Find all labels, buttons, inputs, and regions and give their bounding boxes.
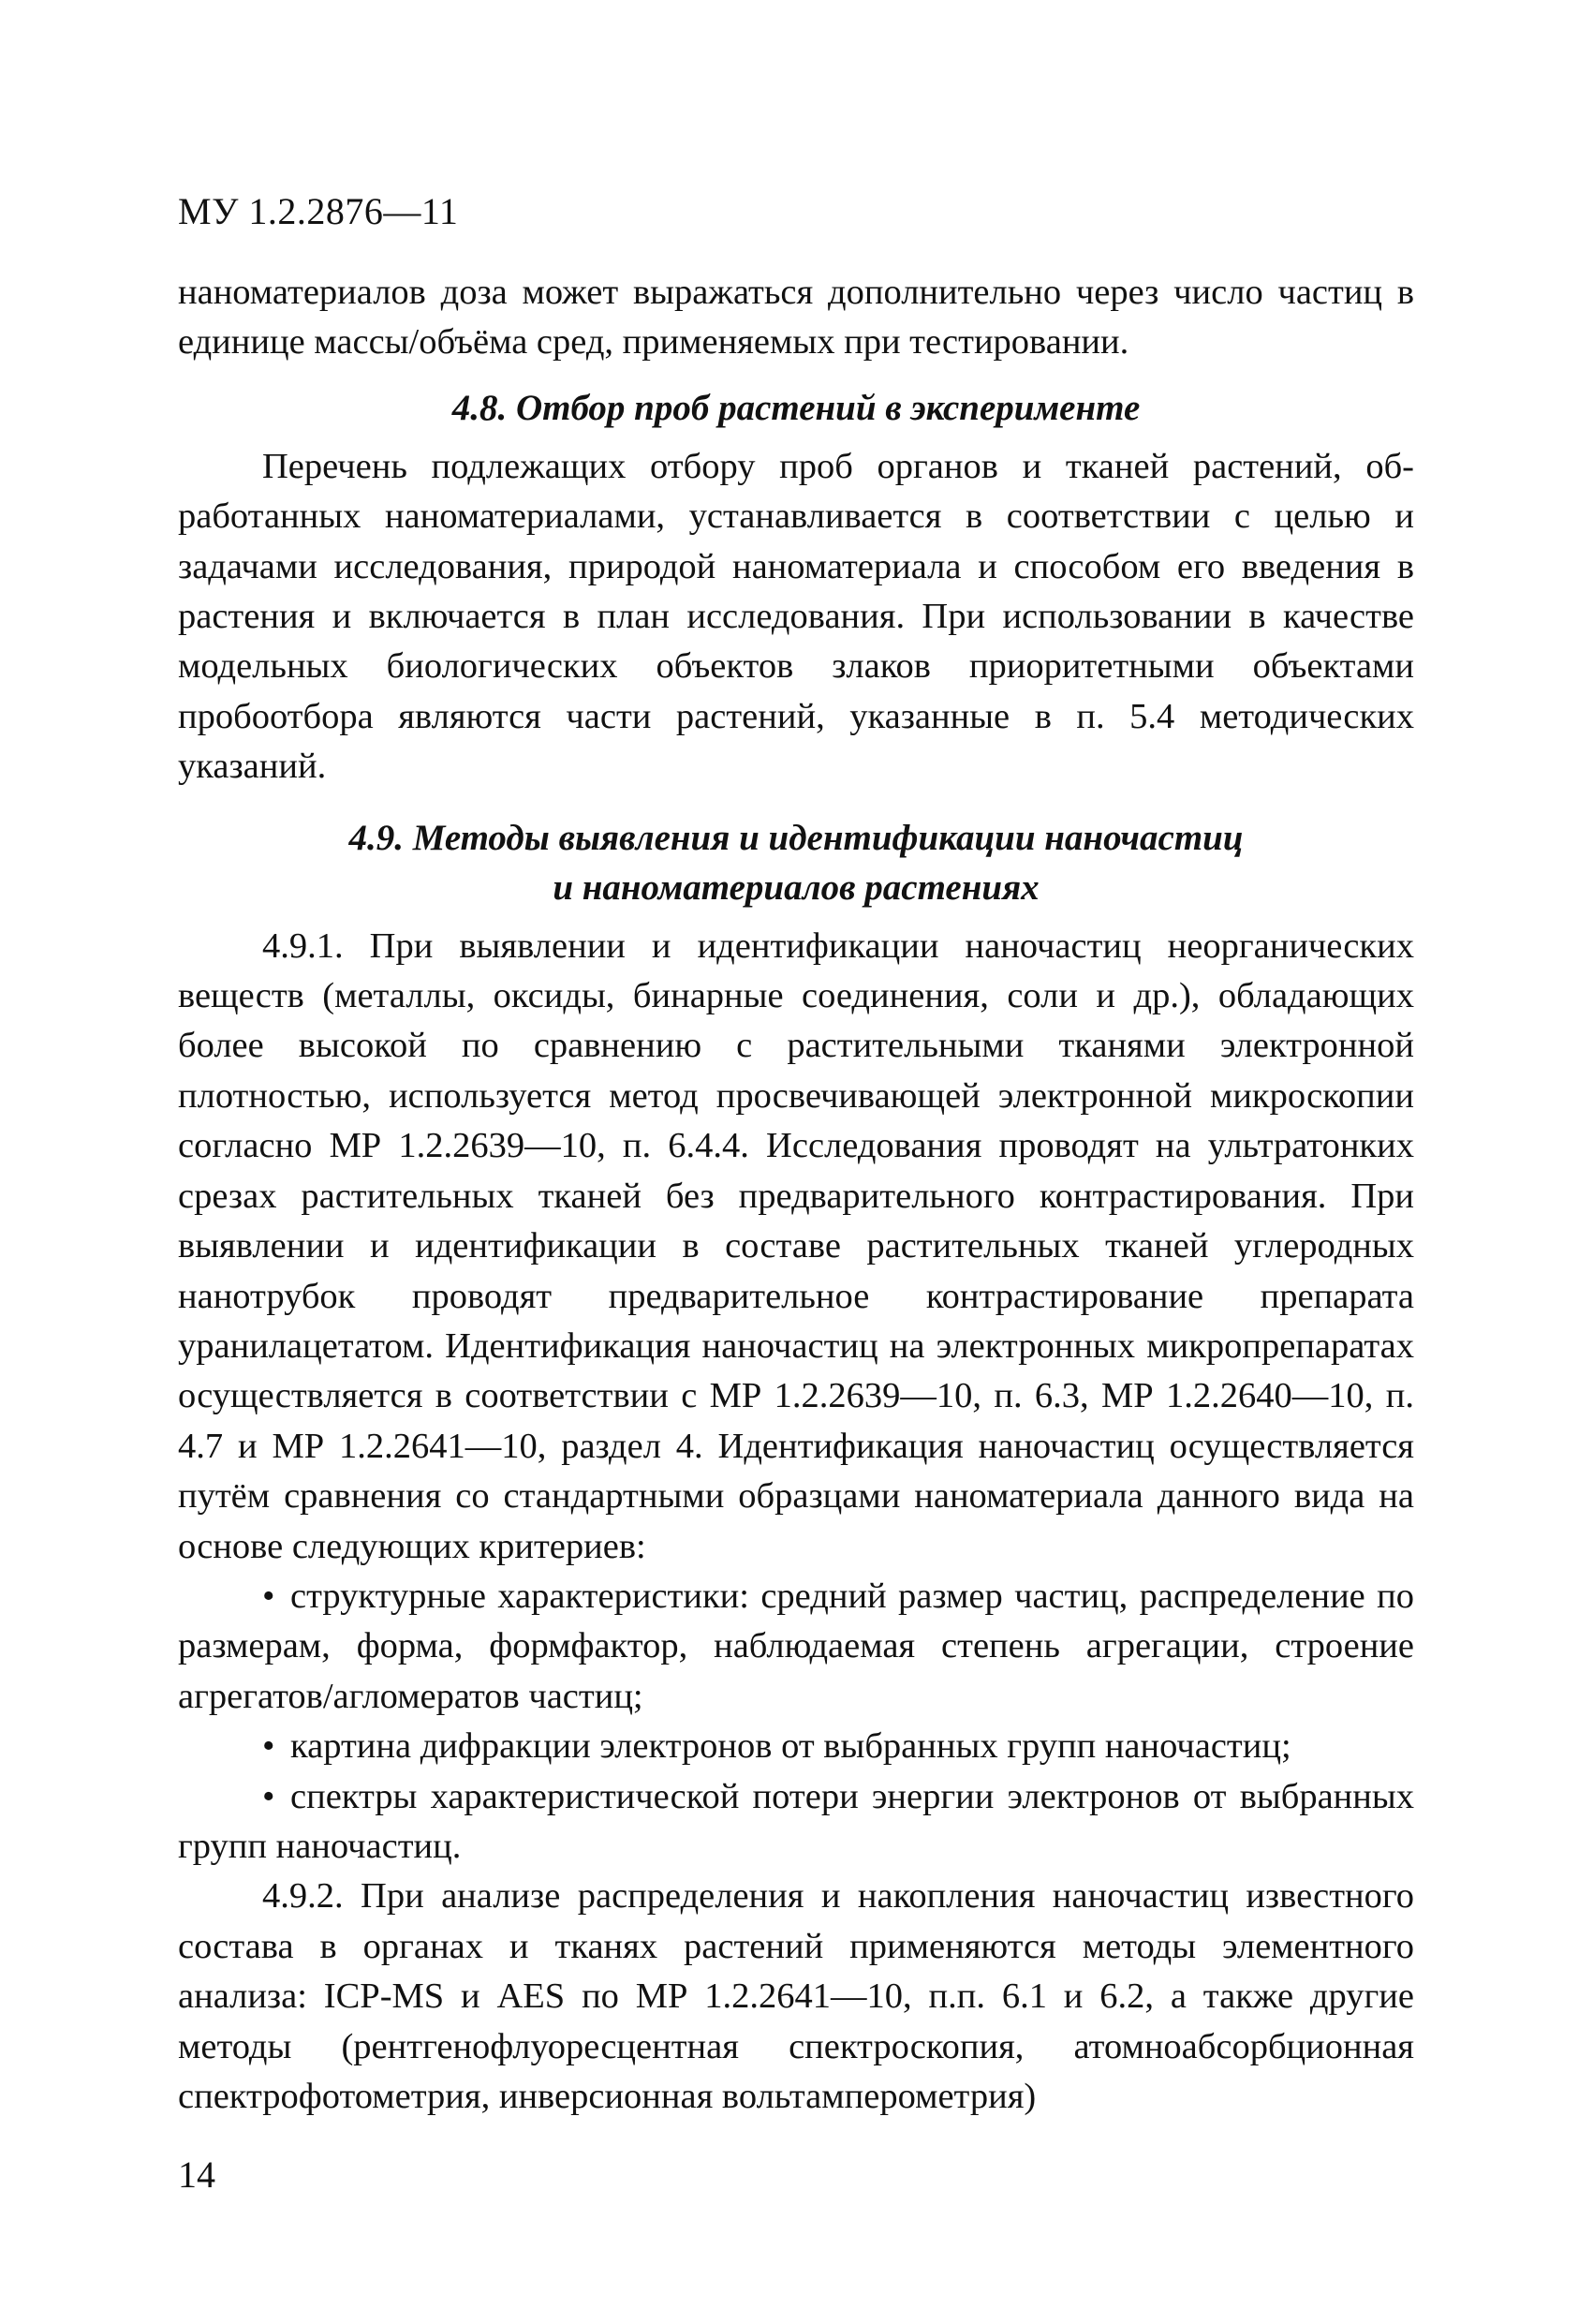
paragraph-4-9-2: 4.9.2. При анализе распределения и накопления наночастиц известного состава в органах и тканях растений применяются методы элементного анализа: ICP-MS и AES по МР 1.2.2641—10, п.п. 6.1 и 6.2, а также другие методы (рентгенофлуоресцентная спектроскопия, атомноабсорбционная спектрофотометрия, инверсионная вольтамперометрия) [178, 1876, 1414, 2116]
section-heading-4-9-line2: и наноматериалов растениях [553, 866, 1040, 908]
page-number: 14 [178, 2154, 215, 2196]
bullet-text: спектры характеристической потери энергии электронов от выбранных групп наночастиц. [178, 1776, 1414, 1866]
bullet-icon: • [262, 1726, 275, 1767]
section-heading-4-8: 4.8. Отбор проб растений в эксперименте [451, 387, 1141, 428]
section-heading-4-9 [178, 813, 1414, 912]
section-4-8-paragraph: Перечень подлежащих отбору проб органов и тканей растений, обработанных наноматериалами, устанавливается в соответствии с целью и задачами исследования, природой наноматериала и способом его введения в растения и включается в план исследования. При использовании в качестве модельных биологических объектов злаков приоритетными объектами пробоотбора являются части растений, указанные в п. 5.4 методических указаний. [178, 446, 1414, 787]
section-heading-4-9-line1: 4.9. Методы выявления и идентификации наночастиц [348, 817, 1244, 858]
bullet-text: картина дифракции электронов от выбранных групп наночастиц; [290, 1726, 1291, 1767]
bullet-icon: • [262, 1576, 275, 1616]
bullet-item [178, 1722, 1414, 1771]
paragraph-4-9-1: 4.9.1. При выявлении и идентификации наночастиц неорганических веществ (металлы, оксиды, бинарные соединения, соли и др.), обладающих более высокой по сравнению с растительными тканями электронной плотностью, используется метод просвечивающей электронной микроскопии согласно МР 1.2.2639—10, п. 6.4.4. Исследования проводят на ультратонких срезах растительных тканей без предварительного контрастирования. При выявлении и идентификации в составе растительных тканей углеродных нанотрубок проводят предварительное контрастирование препарата уранилацетатом. Идентификация наночастиц на электронных микропрепаратах осуществляется в соответствии с МР 1.2.2639—10, п. 6.3, МР 1.2.2640—10, п. 4.7 и МР 1.2.2641—10, раздел 4. Идентификация наночастиц осуществляется путём сравнения со стандартными образцами наноматериала данного вида на основе следующих критериев: [178, 925, 1414, 1566]
document-code-header: МУ 1.2.2876—11 [178, 190, 459, 232]
intro-paragraph: наноматериалов доза может выражаться дополнительно через число частиц в единице массы/объёма сред, применяемых при тестировании. [178, 273, 1414, 363]
bullet-icon: • [262, 1776, 275, 1816]
bullet-item [178, 1572, 1414, 1722]
document-page [178, 187, 1414, 2122]
bullet-text: структурные характеристики: средний размер частиц, распределение по размерам, форма, формфактор, наблюдаемая степень агрегации, строение агрегатов/агломератов частиц; [178, 1576, 1414, 1716]
bullet-item [178, 1772, 1414, 1873]
